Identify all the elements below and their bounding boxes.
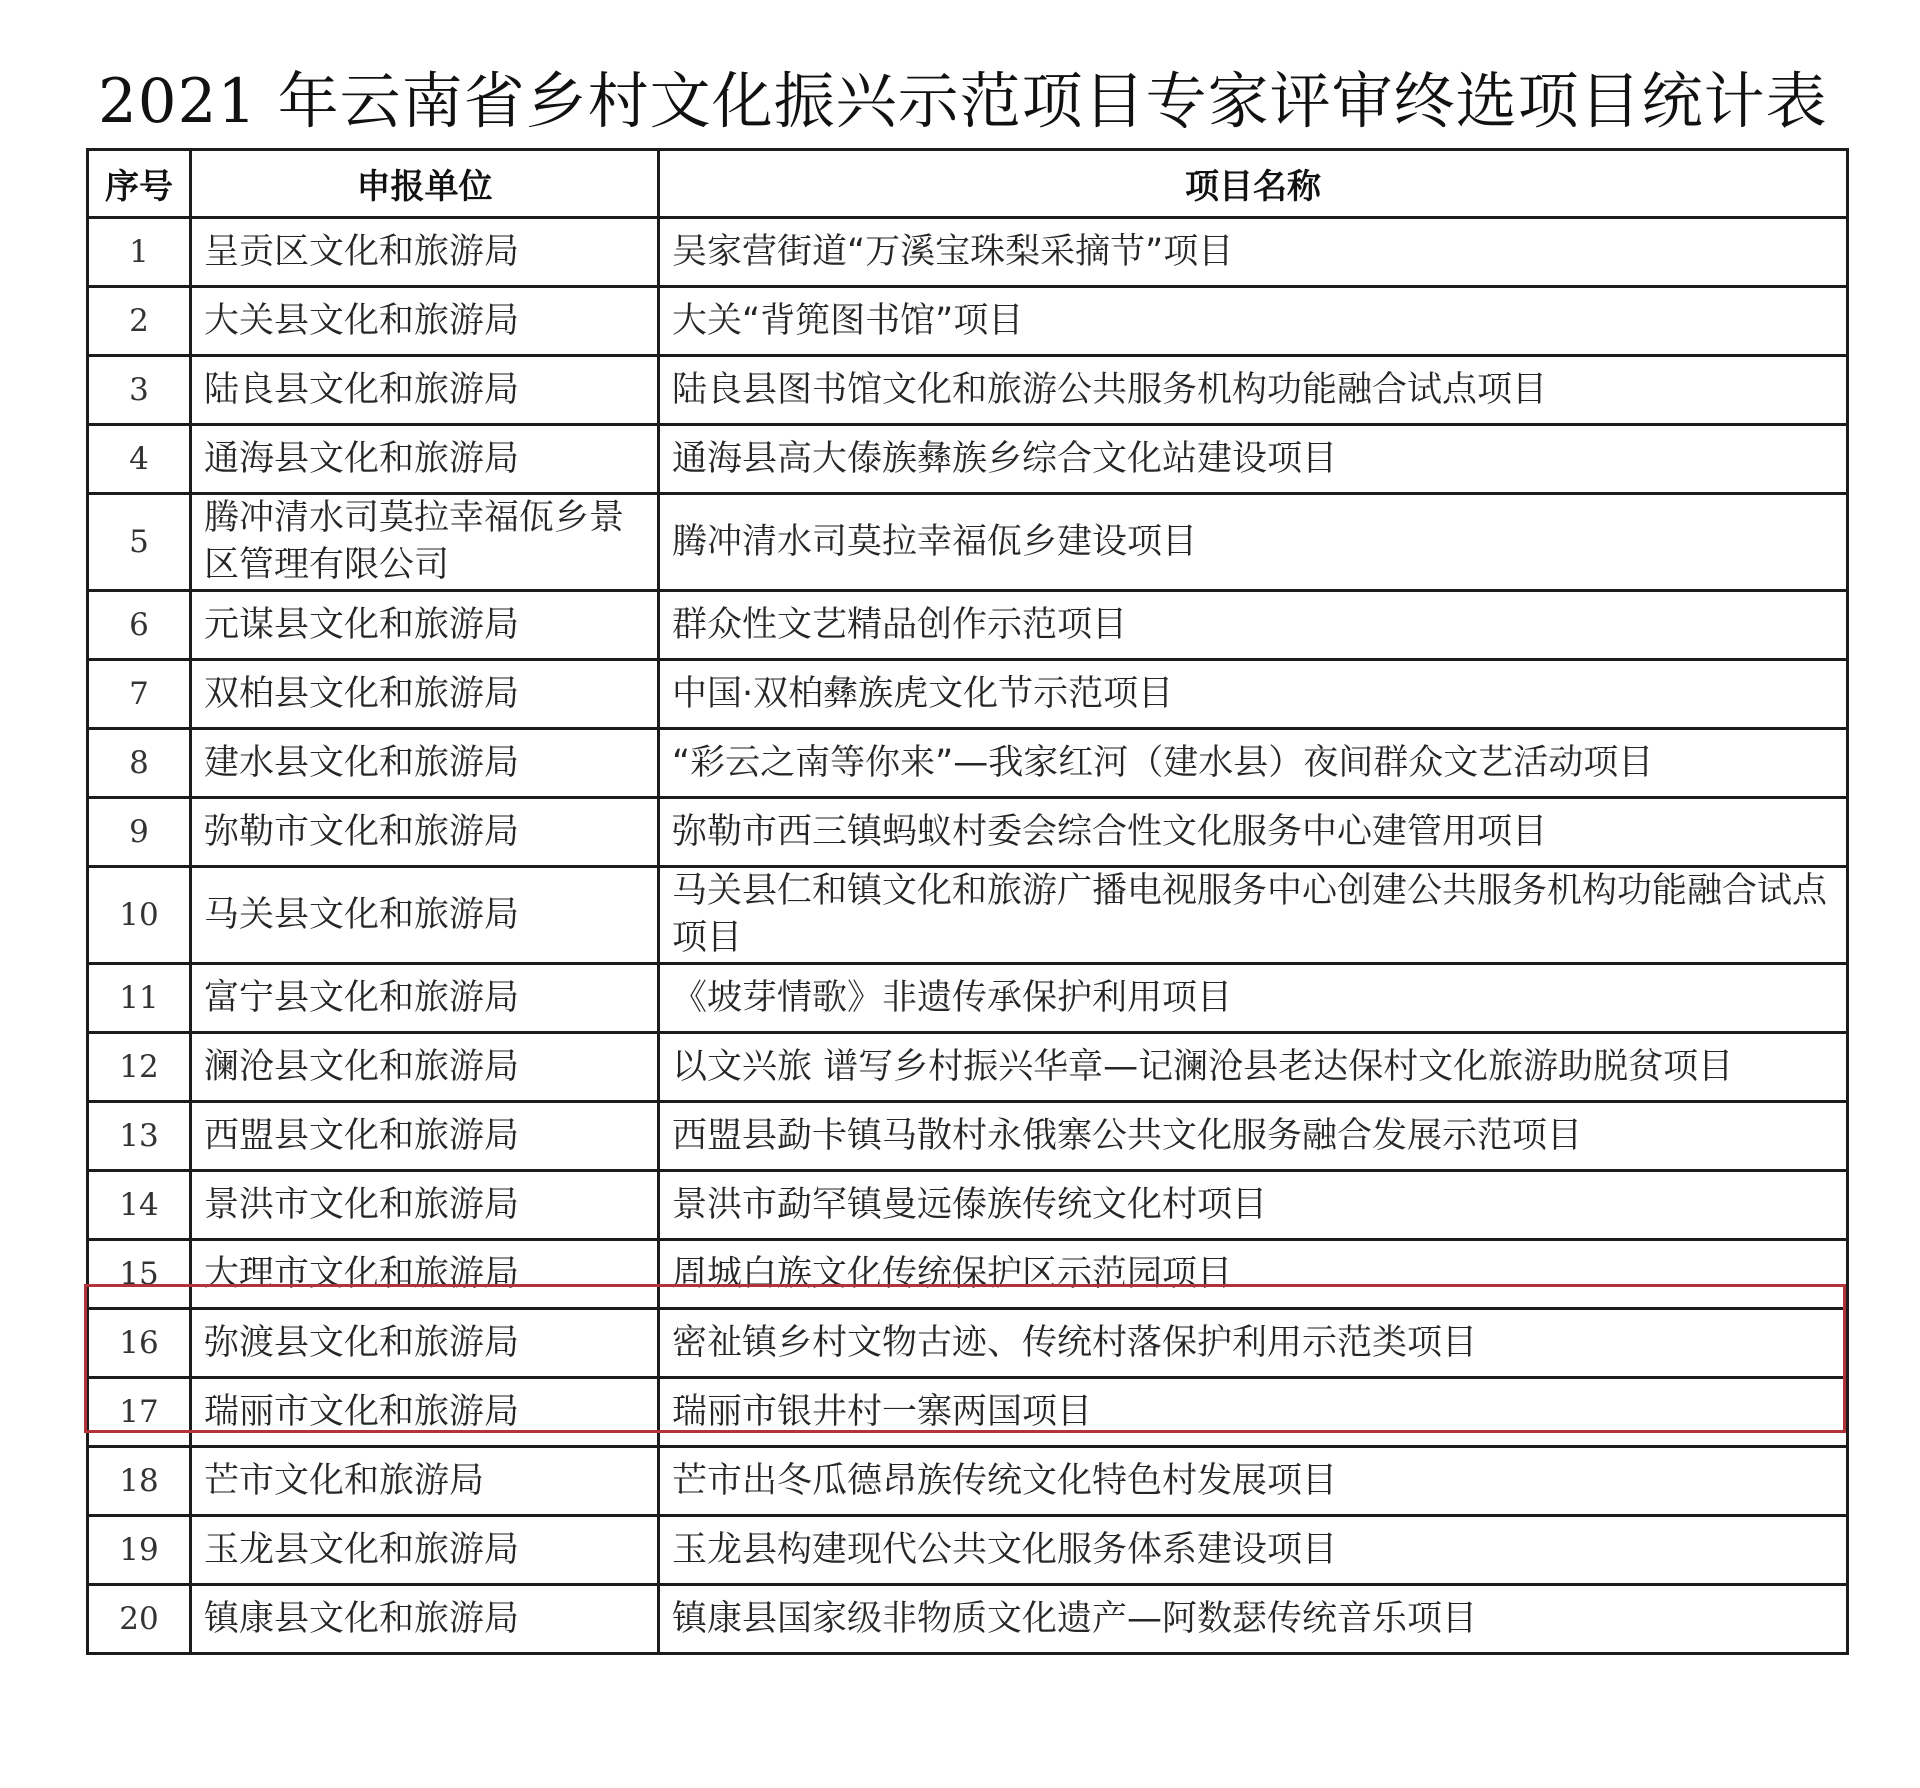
row-project: 群众性文艺精品创作示范项目 — [659, 591, 1848, 660]
row-unit: 芒市文化和旅游局 — [191, 1447, 659, 1516]
row-number: 4 — [88, 425, 191, 494]
table-row — [88, 964, 1848, 1033]
row-number: 13 — [88, 1102, 191, 1171]
row-unit: 镇康县文化和旅游局 — [191, 1585, 659, 1654]
table-row — [88, 494, 1848, 591]
row-project: 腾冲清水司莫拉幸福佤乡建设项目 — [659, 494, 1848, 591]
row-number: 6 — [88, 591, 191, 660]
row-project: 《坡芽情歌》非遗传承保护利用项目 — [659, 964, 1848, 1033]
row-unit: 呈贡区文化和旅游局 — [191, 218, 659, 287]
projects-table — [86, 148, 1849, 1655]
row-unit: 玉龙县文化和旅游局 — [191, 1516, 659, 1585]
row-number: 19 — [88, 1516, 191, 1585]
row-number: 11 — [88, 964, 191, 1033]
row-unit: 弥渡县文化和旅游局 — [191, 1309, 659, 1378]
row-project: 镇康县国家级非物质文化遗产—阿数瑟传统音乐项目 — [659, 1585, 1848, 1654]
table-container — [86, 148, 1846, 1655]
row-unit: 澜沧县文化和旅游局 — [191, 1033, 659, 1102]
row-project: 景洪市勐罕镇曼远傣族传统文化村项目 — [659, 1171, 1848, 1240]
header-unit: 申报单位 — [191, 150, 659, 218]
row-project: 马关县仁和镇文化和旅游广播电视服务中心创建公共服务机构功能融合试点项目 — [659, 867, 1848, 964]
row-unit: 西盟县文化和旅游局 — [191, 1102, 659, 1171]
table-row — [88, 1171, 1848, 1240]
table-row — [88, 1516, 1848, 1585]
table-row — [88, 1102, 1848, 1171]
row-unit: 马关县文化和旅游局 — [191, 867, 659, 964]
row-project: 瑞丽市银井村一寨两国项目 — [659, 1378, 1848, 1447]
row-unit: 通海县文化和旅游局 — [191, 425, 659, 494]
table-header — [88, 150, 1848, 218]
row-number: 2 — [88, 287, 191, 356]
table-row — [88, 591, 1848, 660]
table-row — [88, 1585, 1848, 1654]
row-unit: 景洪市文化和旅游局 — [191, 1171, 659, 1240]
header-row — [88, 150, 1848, 218]
row-unit: 陆良县文化和旅游局 — [191, 356, 659, 425]
page-title: 2021 年云南省乡村文化振兴示范项目专家评审终选项目统计表 — [98, 66, 1828, 137]
row-number: 15 — [88, 1240, 191, 1309]
row-unit: 弥勒市文化和旅游局 — [191, 798, 659, 867]
row-project: 陆良县图书馆文化和旅游公共服务机构功能融合试点项目 — [659, 356, 1848, 425]
row-project: 密祉镇乡村文物古迹、传统村落保护利用示范类项目 — [659, 1309, 1848, 1378]
row-unit: 腾冲清水司莫拉幸福佤乡景区管理有限公司 — [191, 494, 659, 591]
row-project: 西盟县勐卡镇马散村永俄寨公共文化服务融合发展示范项目 — [659, 1102, 1848, 1171]
header-project: 项目名称 — [659, 150, 1848, 218]
table-row — [88, 1378, 1848, 1447]
row-project: 弥勒市西三镇蚂蚁村委会综合性文化服务中心建管用项目 — [659, 798, 1848, 867]
row-unit: 瑞丽市文化和旅游局 — [191, 1378, 659, 1447]
row-unit: 建水县文化和旅游局 — [191, 729, 659, 798]
row-number: 7 — [88, 660, 191, 729]
row-number: 12 — [88, 1033, 191, 1102]
table-row — [88, 287, 1848, 356]
row-project: 大关“背篼图书馆”项目 — [659, 287, 1848, 356]
table-row — [88, 798, 1848, 867]
table-row — [88, 1033, 1848, 1102]
row-project: “彩云之南等你来”—我家红河（建水县）夜间群众文艺活动项目 — [659, 729, 1848, 798]
row-project: 周城白族文化传统保护区示范园项目 — [659, 1240, 1848, 1309]
row-number: 3 — [88, 356, 191, 425]
row-project: 吴家营街道“万溪宝珠梨采摘节”项目 — [659, 218, 1848, 287]
row-unit: 双柏县文化和旅游局 — [191, 660, 659, 729]
table-row — [88, 1240, 1848, 1309]
row-project: 通海县高大傣族彝族乡综合文化站建设项目 — [659, 425, 1848, 494]
table-row — [88, 867, 1848, 964]
table-row — [88, 218, 1848, 287]
table-row — [88, 660, 1848, 729]
row-project: 以文兴旅 谱写乡村振兴华章—记澜沧县老达保村文化旅游助脱贫项目 — [659, 1033, 1848, 1102]
row-number: 17 — [88, 1378, 191, 1447]
table-row — [88, 729, 1848, 798]
row-number: 10 — [88, 867, 191, 964]
row-project: 芒市出冬瓜德昂族传统文化特色村发展项目 — [659, 1447, 1848, 1516]
row-number: 20 — [88, 1585, 191, 1654]
table-row — [88, 356, 1848, 425]
row-number: 9 — [88, 798, 191, 867]
row-number: 14 — [88, 1171, 191, 1240]
row-number: 8 — [88, 729, 191, 798]
row-number: 1 — [88, 218, 191, 287]
row-number: 5 — [88, 494, 191, 591]
table-row — [88, 425, 1848, 494]
header-number: 序号 — [88, 150, 191, 218]
row-number: 18 — [88, 1447, 191, 1516]
row-unit: 富宁县文化和旅游局 — [191, 964, 659, 1033]
row-unit: 元谋县文化和旅游局 — [191, 591, 659, 660]
row-number: 16 — [88, 1309, 191, 1378]
table-row — [88, 1309, 1848, 1378]
row-project: 中国·双柏彝族虎文化节示范项目 — [659, 660, 1848, 729]
row-unit: 大关县文化和旅游局 — [191, 287, 659, 356]
row-project: 玉龙县构建现代公共文化服务体系建设项目 — [659, 1516, 1848, 1585]
table-body — [88, 218, 1848, 1654]
row-unit: 大理市文化和旅游局 — [191, 1240, 659, 1309]
table-row — [88, 1447, 1848, 1516]
